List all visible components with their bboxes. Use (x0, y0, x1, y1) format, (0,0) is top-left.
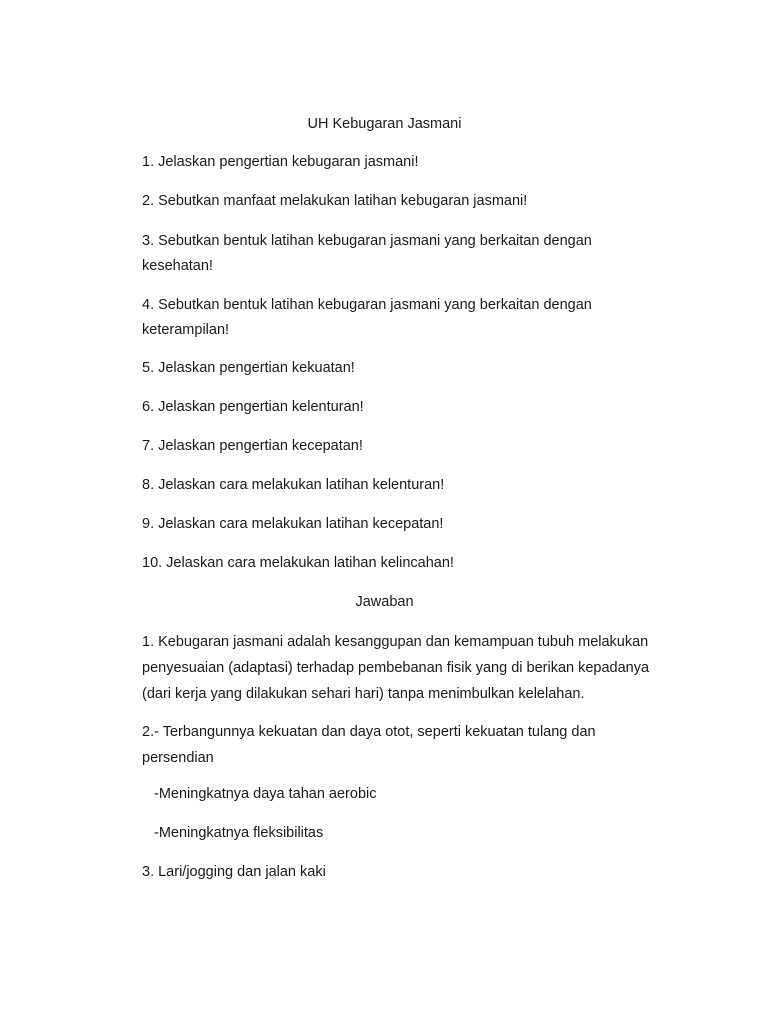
question-6: 6. Jelaskan pengertian kelenturan! (142, 399, 364, 415)
question-1: 1. Jelaskan pengertian kebugaran jasmani! (142, 154, 419, 170)
answer-2-sub-1: -Meningkatnya daya tahan aerobic (154, 786, 377, 802)
question-4: 4. Sebutkan bentuk latihan kebugaran jasmani yang berkaitan dengan keterampilan! (142, 297, 592, 338)
document-body (142, 113, 662, 900)
answer-2: 2.- Terbangunnya kekuatan dan daya otot, seperti kekuatan tulang dan persendian (142, 724, 596, 766)
question-5: 5. Jelaskan pengertian kekuatan! (142, 360, 355, 376)
answer-1: 1. Kebugaran jasmani adalah kesanggupan dan kemampuan tubuh melakukan penyesuaian (adaptasi) terhadap pembebanan fisik yang di berikan kepadanya (dari kerja yang dilakukan sehari hari) tanpa menimbulkan kelelahan. (142, 634, 650, 702)
answer-2-sub-2: -Meningkatnya fleksibilitas (154, 825, 324, 841)
question-7: 7. Jelaskan pengertian kecepatan! (142, 438, 363, 454)
document-title: UH Kebugaran Jasmani (307, 116, 462, 132)
answer-3: 3. Lari/jogging dan jalan kaki (142, 864, 326, 880)
question-9: 9. Jelaskan cara melakukan latihan kecepatan! (142, 516, 444, 532)
question-3: 3. Sebutkan bentuk latihan kebugaran jasmani yang berkaitan dengan kesehatan! (142, 233, 592, 274)
question-8: 8. Jelaskan cara melakukan latihan kelenturan! (142, 477, 445, 493)
question-2: 2. Sebutkan manfaat melakukan latihan kebugaran jasmani! (142, 193, 528, 209)
question-10: 10. Jelaskan cara melakukan latihan kelincahan! (142, 555, 454, 571)
answers-heading: Jawaban (355, 594, 414, 610)
